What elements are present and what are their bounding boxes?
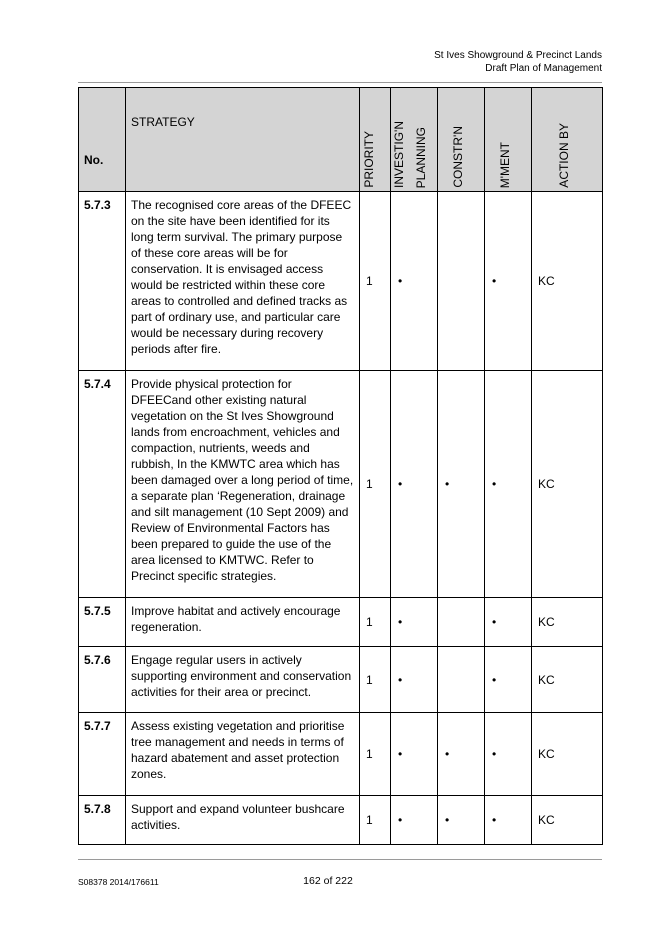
row-constrn: • (438, 371, 485, 598)
row-strategy: Improve habitat and actively encourage regeneration. (126, 598, 360, 647)
row-priority: 1 (360, 647, 391, 713)
header-divider (78, 82, 602, 83)
table-row (79, 192, 603, 371)
row-investig: • (391, 192, 438, 371)
row-strategy: Provide physical protection for DFEECand other existing natural vegetation on the St Ives Showground lands from encroachment, vehicles and compaction, nutrients, weeds and rubbish, In the KMWTC area which has been damaged over a long period of time, a separate plan ‘Regeneration, drainage and silt management (10 Sept 2009) and Review of Environmental Factors has been prepared to guide the use of the area licensed to KMTWC. Refer to Precinct specific strategies. (126, 371, 360, 598)
planning-label: PLANNING (414, 126, 428, 188)
row-priority: 1 (360, 713, 391, 796)
row-priority: 1 (360, 598, 391, 647)
row-mment: • (485, 713, 532, 796)
row-action-by: KC (532, 192, 603, 371)
table-row (79, 598, 603, 647)
row-investig: • (391, 796, 438, 845)
row-priority: 1 (360, 371, 391, 598)
row-mment: • (485, 371, 532, 598)
row-action-by: KC (532, 713, 603, 796)
table-row (79, 371, 603, 598)
row-constrn (438, 647, 485, 713)
row-constrn: • (438, 796, 485, 845)
row-investig: • (391, 647, 438, 713)
page-number: 162 of 222 (303, 875, 353, 887)
action-by-label: ACTION BY (557, 123, 571, 188)
table-row (79, 796, 603, 845)
row-strategy: Support and expand volunteer bushcare activities. (126, 796, 360, 845)
strategy-table (78, 87, 603, 845)
row-strategy: Assess existing vegetation and prioritise tree management and needs in terms of hazard abatement and asset protection zones. (126, 713, 360, 796)
row-constrn (438, 598, 485, 647)
priority-label: PRIORITY (362, 131, 376, 188)
row-mment: • (485, 647, 532, 713)
col-header-action-by (532, 88, 603, 192)
document-reference: S08378 2014/176611 (78, 877, 159, 887)
row-investig: • (391, 598, 438, 647)
table-row (79, 713, 603, 796)
col-header-priority (360, 88, 391, 192)
row-number: 5.7.3 (79, 192, 126, 371)
header-subtitle: Draft Plan of Management (485, 63, 602, 74)
col-header-strategy: STRATEGY (126, 88, 360, 192)
row-constrn (438, 192, 485, 371)
row-mment: • (485, 192, 532, 371)
col-header-constrn (438, 88, 485, 192)
mment-label: M'MENT (498, 141, 512, 188)
row-number: 5.7.5 (79, 598, 126, 647)
row-investig: • (391, 713, 438, 796)
row-action-by: KC (532, 598, 603, 647)
footer-divider (78, 859, 602, 860)
row-constrn: • (438, 713, 485, 796)
row-strategy: Engage regular users in actively supporting environment and conservation activities for their area or precinct. (126, 647, 360, 713)
row-strategy: The recognised core areas of the DFEEC on the site have been identified for its long term survival. The primary purpose of these core areas will be for conservation. It is envisaged access would be restricted within these core areas to controlled and defined tracks as part of ordinary use, and particular care would be necessary during recovery periods after fire. (126, 192, 360, 371)
page-header (434, 49, 602, 75)
row-number: 5.7.8 (79, 796, 126, 845)
row-mment: • (485, 796, 532, 845)
row-number: 5.7.4 (79, 371, 126, 598)
table-row (79, 647, 603, 713)
col-header-no: No. (79, 88, 126, 192)
row-priority: 1 (360, 192, 391, 371)
row-mment: • (485, 598, 532, 647)
row-number: 5.7.6 (79, 647, 126, 713)
row-number: 5.7.7 (79, 713, 126, 796)
row-action-by: KC (532, 647, 603, 713)
row-investig: • (391, 371, 438, 598)
row-action-by: KC (532, 371, 603, 598)
row-action-by: KC (532, 796, 603, 845)
table-header-row (79, 88, 603, 192)
constrn-label: CONSTR'N (451, 126, 465, 188)
col-header-mment (485, 88, 532, 192)
col-header-investig-planning (391, 88, 438, 192)
row-priority: 1 (360, 796, 391, 845)
investig-label: INVESTIG'N (392, 121, 406, 188)
header-title: St Ives Showground & Precinct Lands (434, 50, 602, 61)
